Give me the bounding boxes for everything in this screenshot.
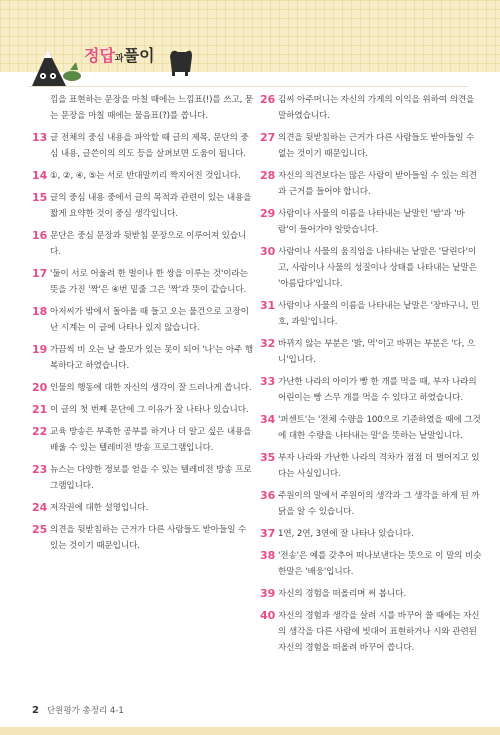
- answer-item: 32 바뀌지 않는 부분은 '밝, 먹'이고 바뀌는 부분은 '다, 으니'입니다.: [260, 337, 476, 365]
- answer-item: 15 글의 중심 내용 중에서 글의 목적과 관련이 있는 내용을 짧게 요약한 것이 중심 생각입니다.: [32, 191, 252, 219]
- answer-item: 29 사람이나 사물의 이름을 나타내는 낱말인 '밤'과 '바람'이 들어가야 알맞습니다.: [260, 207, 465, 235]
- answer-item: 40 자신의 경험과 생각을 살려 시를 바꾸어 쓸 때에는 자신의 생각을 다른 사람에 빗대어 표현하거나 시와 관련된 자신의 경험을 떠올려 바꾸어 씁니다.: [260, 609, 480, 653]
- answer-item: 25 의견을 뒷받침하는 근거가 다른 사람들도 받아들일 수 있는 것이기 때문입니다.: [32, 523, 247, 551]
- answer-item: 37 1연, 2연, 3연에 잘 나타나 있습니다.: [260, 527, 414, 540]
- answer-item: 낌을 표현하는 문장을 마칠 때에는 느낌표(!)를 쓰고, 묻는 문장을 마칠 때에는 물음표(?)를 씁니다.: [50, 95, 254, 121]
- answer-item: 26 김씨 아주머니는 자신의 가게의 이익을 위하여 의견을 말하였습니다.: [260, 93, 475, 121]
- answer-item: 38 '전송'은 예를 갖추어 떠나보낸다는 뜻으로 이 말의 비슷한말은 '배웅'입니다.: [260, 549, 482, 577]
- answer-item: 16 문단은 중심 문장과 뒷받침 문장으로 이루어져 있습니다.: [32, 229, 247, 257]
- footer-band: [0, 727, 500, 735]
- answer-item: 35 부자 나라와 가난한 나라의 격차가 점점 더 벌어지고 있다는 사실입니다.: [260, 451, 480, 479]
- answer-item: 36 주원이의 말에서 주원이의 생각과 그 생각을 하게 된 까닭을 알 수 있습니다.: [260, 489, 480, 517]
- answer-item: 20 인물의 행동에 대한 자신의 생각이 잘 드러나게 씁니다.: [32, 381, 252, 394]
- answer-item: 17 '둘이 서로 어울려 한 벌이나 한 쌍을 이루는 것'이라는 뜻을 가진 '짝'은 ④번 밑줄 그은 '짝'과 뜻이 같습니다.: [32, 267, 248, 295]
- answer-column-right: [260, 92, 482, 662]
- answer-item: 18 아저씨가 밖에서 돌아올 때 들고 오는 물건으로 고장이 난 시계는 이 글에 나타나 있지 않습니다.: [32, 305, 249, 333]
- answer-item: 31 사람이나 사물의 이름을 나타내는 낱말은 '장바구니, 민호, 과일'입니다.: [260, 299, 480, 327]
- answer-item: 24 저작권에 대한 설명입니다.: [32, 501, 149, 514]
- dog-icon: [166, 46, 194, 76]
- book-title: 단원평가 총정리 4-1: [46, 706, 124, 716]
- answer-item: 33 가난한 나라의 아이가 빵 한 개를 먹을 때, 부자 나라의 어린이는 빵 스무 개를 먹을 수 있다고 하였습니다.: [260, 375, 477, 403]
- answer-item: 21 이 글의 첫 번째 문단에 그 이유가 잘 나타나 있습니다.: [32, 403, 249, 416]
- answer-item: 23 뉴스는 다양한 정보를 얻을 수 있는 텔레비전 방송 프로그램입니다.: [32, 463, 252, 491]
- answer-item: 30 사람이나 사물의 움직임을 나타내는 낱말은 '달린다'이고, 사람이나 사물의 성질이나 상태를 나타내는 낱말은 '아름답다'입니다.: [260, 245, 477, 289]
- page-number: 2: [32, 705, 39, 716]
- section-title: 정답과풀이: [84, 46, 155, 65]
- answer-column-left: [32, 92, 254, 560]
- answer-item: 28 자신의 의견보다는 많은 사람이 받아들일 수 있는 의견과 근거를 들어야 합니다.: [260, 169, 477, 197]
- answer-item: 34 '퍼센트'는 '전체 수량을 100으로 기준하였을 때에 그것에 대한 수량을 나타내는 말'을 뜻하는 낱말입니다.: [260, 413, 481, 441]
- page-footer: [32, 704, 124, 716]
- answer-item: 19 가끔씩 비 오는 날 쓸모가 있는 못이 되어 '나'는 아주 행복하다고 하였습니다.: [32, 343, 254, 371]
- answer-item: 13 글 전체의 중심 내용을 파악할 때 글의 제목, 문단의 중심 내용, 글쓴이의 의도 등을 살펴보면 도움이 됩니다.: [32, 131, 249, 159]
- answer-item: 27 의견을 뒷받침하는 근거가 다른 사람들도 받아들일 수 없는 것이기 때문입니다.: [260, 131, 475, 159]
- answer-item: 22 교육 방송은 부족한 공부를 하거나 더 알고 싶은 내용을 배울 수 있는 텔레비전 방송 프로그램입니다.: [32, 425, 252, 453]
- answer-item: 14 ①, ②, ④, ⑤는 서로 반대말끼리 짝지어진 것입니다.: [32, 169, 241, 182]
- section-logo: [26, 40, 196, 88]
- character-icon: [26, 40, 86, 88]
- answer-item: 39 자신의 경험을 떠올리며 써 봅니다.: [260, 587, 406, 600]
